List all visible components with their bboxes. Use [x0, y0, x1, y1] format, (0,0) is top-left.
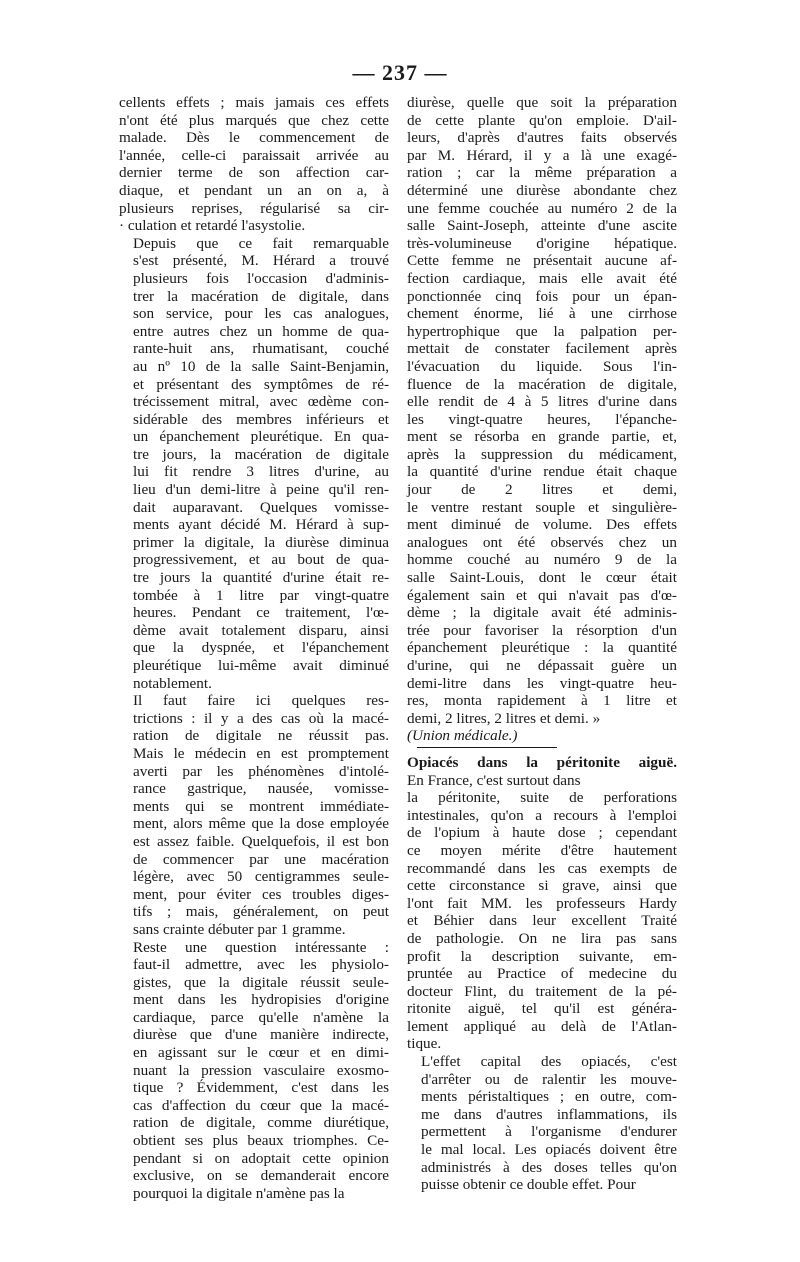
text-line: dernier terme de son affection car- [119, 164, 389, 182]
text-line: averti par les phénomènes d'intolé- [133, 762, 389, 780]
text-line: diaque, et pendant un an on a, à [119, 181, 389, 199]
text-line: cardiaque, parce qu'elle n'amène la [133, 1008, 389, 1026]
text-line: légère, avec 50 centigrammes seule- [133, 868, 389, 886]
text-line: ment, alors même que la dose employée [133, 815, 389, 833]
text-line: très-volumineuse d'origine hépatique. [407, 234, 677, 252]
text-line: pruntée au Practice of medecine du [407, 965, 677, 983]
text-line: diurèse, quelle que soit la préparation [407, 94, 677, 111]
text-line: un épanchement pleurétique. En qua- [133, 428, 389, 446]
source-citation [407, 727, 677, 745]
text-line: plusieurs fois l'occasion d'adminis- [133, 269, 389, 287]
text-line: tombée à 1 litre par vingt-quatre [133, 586, 389, 604]
text-line: puisse obtenir ce double effet. Pour [421, 1176, 636, 1194]
text-line: nuant la pression vasculaire exosmo- [133, 1061, 389, 1079]
text-line: que la dyspnée, et l'épanchement [133, 639, 389, 657]
text-line: hypertrophique que la palpation per- [407, 322, 677, 340]
text-line: s'est présenté, M. Hérard a trouvé [133, 252, 389, 270]
text-line: Cette femme ne présentait aucune af- [407, 252, 677, 270]
text-line: de cette plante qu'on emploie. D'ail- [407, 111, 677, 129]
text-line: analogues ont été observés chez un [407, 533, 677, 551]
text-line: et présentant des symptômes de ré- [133, 375, 389, 393]
text-line: cellents effets ; mais jamais ces effets [119, 94, 389, 111]
text-line: et Béhier dans leur excellent Traité [407, 912, 677, 930]
text-line: une femme couchée au numéro 2 de la [407, 199, 677, 217]
text-line: trée pour favoriser la résorption d'un [407, 621, 677, 639]
text-line: administrés à des doses telles qu'on [421, 1158, 677, 1176]
left-column [119, 94, 389, 1202]
text-line: heures. Pendant ce traitement, l'œ- [133, 604, 389, 622]
text-line: intestinales, qu'on a recours à l'emploi [407, 806, 677, 824]
text-line: la péritonite, suite de perforations [407, 789, 677, 807]
text-line: tre jours la quantité d'urine était re- [133, 569, 389, 587]
text-line: tique. [407, 1035, 442, 1053]
text-line: le ventre restant souple et singulière- [407, 498, 677, 516]
text-line: lement appliqué au delà de l'Atlan- [407, 1017, 677, 1035]
text-line: d'urine, qui ne dépassait guère un [407, 657, 677, 674]
text-line: pendant si on adoptait cette opinion [133, 1149, 389, 1167]
text-line: ment se résorba en grande partie, et, [407, 428, 677, 446]
text-line: faut-il admettre, avec les physiolo- [133, 956, 389, 974]
left-paragraph-2 [119, 235, 389, 692]
text-line: ration de digitale, comme diurétique, [133, 1114, 389, 1132]
text-line: ment dans les hydropisies d'origine [133, 991, 389, 1009]
text-line: dème avait totalement disparu, ainsi [133, 621, 389, 639]
text-line: de commencer par une macération [133, 850, 389, 868]
text-line: elle rendit de 4 à 5 litres d'urine dans [407, 393, 677, 411]
text-line: notablement. [133, 674, 212, 692]
text-line: également sain et qui n'avait pas d'œ- [407, 586, 677, 604]
text-line: lui fit rendre 3 litres d'urine, au [133, 463, 389, 481]
text-line: gistes, que la digitale réussit seule- [133, 973, 389, 991]
text-line: cas d'affection du cœur que la macé- [133, 1096, 389, 1114]
text-line: entre autres chez un homme de qua- [133, 322, 389, 340]
text-line: de pathologie. On ne lira pas sans [407, 929, 677, 947]
text-line: déterminé une diurèse abondante chez [407, 181, 677, 199]
text-line: pleurétique lui-même avait diminué [133, 657, 389, 674]
text-line: ration de digitale ne réussit pas. [133, 727, 389, 745]
text-line: ment diminué de volume. Des effets [407, 516, 677, 534]
text-line: ritonite aiguë, tel qu'il est généra- [407, 1000, 677, 1018]
text-line: docteur Flint, du traitement de la pé- [407, 982, 677, 1000]
text-line: plusieurs reprises, régularisé sa cir- [119, 199, 389, 217]
text-line: ration ; car la même préparation a [407, 164, 677, 182]
text-line: rante-huit ans, rhumatisant, couché [133, 340, 389, 358]
text-line: fluence de la macération de digitale, [407, 375, 677, 393]
text-line: d'arrêter ou de ralentir les mouve- [421, 1070, 677, 1088]
page-number: — 237 — [352, 60, 448, 85]
text-line: ment, pour éviter ces troubles diges- [133, 885, 389, 903]
text-line: salle Saint-Joseph, atteinte d'une ascite [407, 217, 677, 235]
text-line: ments ayant décidé M. Hérard à sup- [133, 516, 389, 534]
text-line: mettait de constater facilement après [407, 340, 677, 358]
left-paragraph-3 [119, 692, 389, 938]
text-line: malade. Dès le commencement de [119, 129, 389, 147]
section-title: Opiacés dans la péritonite aiguë. [407, 753, 677, 771]
text-line: n'ont été plus marqués que chez cette [119, 111, 389, 129]
text-line: jour de 2 litres et demi, [407, 481, 677, 499]
text-line: de l'opium à haute dose ; cependant [407, 824, 677, 842]
text-line: ments péristaltiques ; en outre, com- [421, 1088, 677, 1106]
text-line: ments qui se montrent immédiate- [133, 797, 389, 815]
text-line: pourquoi la digitale n'amène pas la [133, 1184, 345, 1202]
text-line: l'évacuation du liquide. Sous l'in- [407, 357, 677, 375]
text-line: ponctionnée cinq fois pour un épan- [407, 287, 677, 305]
text-line: ce moyen mérite d'être hautement [407, 841, 677, 859]
text-line: Il faut faire ici quelques res- [133, 692, 389, 710]
text-line: exclusive, on se demanderait encore [133, 1167, 389, 1185]
text-line: primer la digitale, la diurèse diminua [133, 533, 389, 551]
text-line: les vingt-quatre heures, l'épanche- [407, 410, 677, 428]
text-line: demi, 2 litres, 2 litres et demi. » [407, 709, 601, 727]
text-line: épanchement pleurétique : la quantité [407, 639, 677, 657]
text-line: son service, pour les cas analogues, [133, 305, 389, 323]
text-line: après la suppression du médicament, [407, 445, 677, 463]
text-line: l'ont fait MM. les professeurs Hardy [407, 894, 677, 912]
text-line: tique ? Évidemment, c'est dans les [133, 1079, 389, 1097]
text-line: lieu d'un demi-litre à peine qu'il ren- [133, 481, 389, 499]
text-line: Reste une question intéressante : [133, 938, 389, 956]
text-line: dait auparavant. Quelques vomisse- [133, 498, 389, 516]
text-line: sans crainte débuter par 1 gramme. [133, 920, 346, 938]
text-line: obtient ses plus beaux triomphes. Ce- [133, 1132, 389, 1150]
text-line: homme couché au numéro 9 de la [407, 551, 677, 569]
source-text: (Union médicale.) [407, 727, 518, 745]
text-line: Mais le médecin en est promptement [133, 744, 389, 762]
text-line: progressivement, et au bout de qua- [133, 551, 389, 569]
text-line: demi-litre dans les vingt-quatre heu- [407, 674, 677, 692]
text-line: En France, c'est surtout dans [407, 771, 581, 789]
section-divider [417, 747, 557, 748]
text-line: au nº 10 de la salle Saint-Benjamin, [133, 357, 389, 375]
left-paragraph-1 [119, 94, 389, 235]
text-line: res, monta rapidement à 1 litre et [407, 692, 677, 710]
text-line: trécissement mitral, avec œdème con- [133, 393, 389, 411]
text-line: la quantité d'urine rendue était chaque [407, 463, 677, 481]
text-line: tifs ; mais, généralement, on peut [133, 903, 389, 921]
text-line: permettent à l'organisme d'endurer [421, 1123, 677, 1141]
text-line: l'année, celle-ci paraissait arrivée au [119, 146, 389, 164]
text-line: rance gastrique, nausée, vomisse- [133, 780, 389, 798]
text-line: profit la description suivante, em- [407, 947, 677, 965]
text-line: diurèse que d'une manière indirecte, [133, 1026, 389, 1044]
text-line: trer la macération de digitale, dans [133, 287, 389, 305]
text-line: leurs, d'après d'autres faits observés [407, 129, 677, 147]
text-line: dème ; la digitale avait été adminis- [407, 604, 677, 622]
text-line: Depuis que ce fait remarquable [133, 234, 389, 252]
text-line: chement énorme, lié à une cirrhose [407, 305, 677, 323]
text-line: le mal local. Les opiacés doivent être [421, 1141, 677, 1159]
right-paragraph-3 [407, 1053, 677, 1194]
text-line: salle Saint-Louis, dont le cœur était [407, 569, 677, 587]
text-line: L'effet capital des opiacés, c'est [421, 1053, 677, 1071]
text-line: par M. Hérard, il y a là une exagé- [407, 146, 677, 164]
right-paragraph-1 [407, 94, 677, 727]
right-paragraph-2 [407, 754, 677, 1053]
text-line: fection cardiaque, mais elle avait été [407, 269, 677, 287]
text-line: me dans d'autres inflammations, ils [421, 1105, 677, 1123]
text-line: cette circonstance si grave, ainsi que [407, 877, 677, 895]
text-line: trictions : il y a des cas où la macé- [133, 709, 389, 727]
right-column [407, 94, 677, 1194]
left-paragraph-4 [119, 939, 389, 1203]
text-line: est assez faible. Quelquefois, il est bon [133, 832, 389, 850]
text-line: · culation et retardé l'asystolie. [119, 217, 306, 235]
text-line: sidérable des membres inférieurs et [133, 410, 389, 428]
text-line: recommandé dans les cas exempts de [407, 859, 677, 877]
text-line: en agissant sur le cœur et en dimi- [133, 1044, 389, 1062]
text-line: tre jours, la macération de digitale [133, 445, 389, 463]
